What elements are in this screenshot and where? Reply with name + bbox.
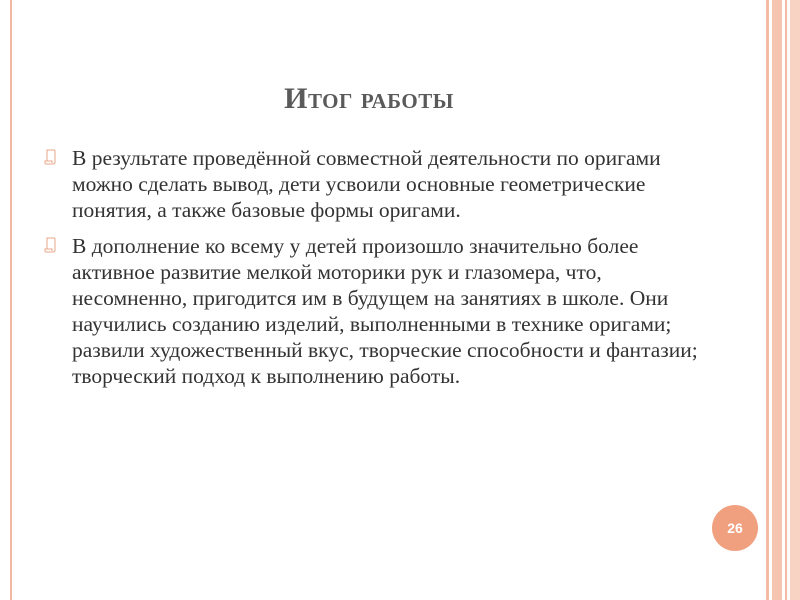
right-border-stripe xyxy=(790,0,800,600)
scroll-bullet-icon xyxy=(44,237,56,253)
right-border-stripe xyxy=(772,0,782,600)
bullet-list xyxy=(42,145,702,399)
slide-title: Итог работы xyxy=(284,82,454,115)
right-border-stripe xyxy=(766,0,769,600)
bullet-text: В результате проведённой совместной деятельности по оригами можно сделать вывод, дети усвоили основные геометрические понятия, а также базовые формы оригами. xyxy=(72,146,661,222)
right-border-stripe xyxy=(785,0,787,600)
page-number-badge: 26 xyxy=(712,505,758,551)
bullet-item xyxy=(42,233,702,389)
scroll-bullet-icon xyxy=(44,149,56,165)
bullet-item xyxy=(42,145,702,223)
bullet-text: В дополнение ко всему у детей произошло значительно более активное развитие мелкой моторики рук и глазомера, что, несомненно, пригодится им в будущем на занятиях в школе. Они научились созданию изделий, выполненными в технике оригами; развили художественный вкус, творческие способности и фантазии; творческий подход к выполнению работы. xyxy=(72,234,698,388)
